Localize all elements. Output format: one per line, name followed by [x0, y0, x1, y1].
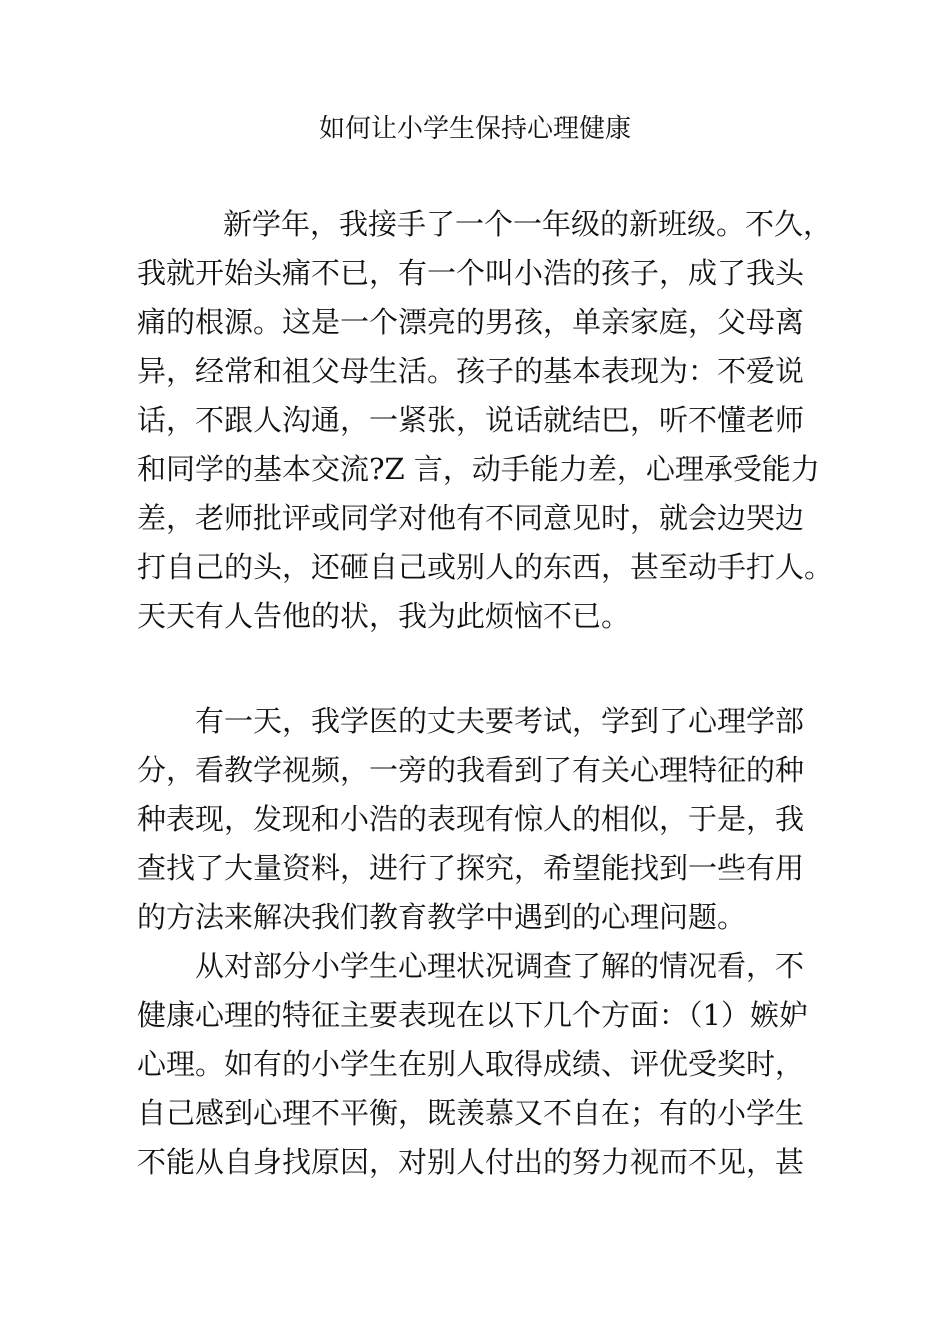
paragraph-line: 心理。如有的小学生在别人取得成绩、评优受奖时， — [137, 1047, 805, 1081]
paragraph-line: 自己感到心理不平衡，既羡慕又不自在；有的小学生 — [137, 1096, 805, 1130]
paragraph-line: 从对部分小学生心理状况调查了解的情况看，不 — [195, 949, 805, 983]
paragraph-3 — [137, 942, 857, 1187]
paragraph-1 — [137, 200, 857, 641]
paragraph-line: 分，看教学视频，一旁的我看到了有关心理特征的种 — [137, 753, 805, 787]
paragraph-line: 话，不跟人沟通，一紧张，说话就结巴，听不懂老师 — [137, 403, 805, 437]
paragraph-line: 不能从自身找原因，对别人付出的努力视而不见，甚 — [137, 1145, 805, 1179]
document-title: 如何让小学生保持心理健康 — [318, 114, 631, 144]
paragraph-line: 的方法来解决我们教育教学中遇到的心理问题。 — [137, 900, 747, 934]
paragraph-line: 痛的根源。这是一个漂亮的男孩，单亲家庭，父母离 — [137, 305, 805, 339]
paragraph-line: 异，经常和祖父母生活。孩子的基本表现为：不爱说 — [137, 354, 805, 388]
paragraph-line: 差，老师批评或同学对他有不同意见时，就会边哭边 — [137, 501, 805, 535]
paragraph-line: 健康心理的特征主要表现在以下几个方面：（1）嫉妒 — [137, 998, 808, 1032]
paragraph-line: 有一天，我学医的丈夫要考试，学到了心理学部 — [195, 704, 805, 738]
paragraph-2 — [137, 697, 857, 942]
paragraph-line: 打自己的头，还砸自己或别人的东西，甚至动手打人。 — [137, 550, 834, 584]
paragraph-line: 我就开始头痛不已，有一个叫小浩的孩子，成了我头 — [137, 256, 805, 290]
paragraph-line: 新学年，我接手了一个一年级的新班级。不久， — [223, 207, 833, 241]
paragraph-line: 种表现，发现和小浩的表现有惊人的相似，于是，我 — [137, 802, 805, 836]
paragraph-line: 查找了大量资料，进行了探究，希望能找到一些有用 — [137, 851, 805, 885]
paragraph-line: 天天有人告他的状，我为此烦恼不已。 — [137, 599, 631, 633]
paragraph-line: 和同学的基本交流?Z 言，动手能力差，心理承受能力 — [137, 452, 820, 486]
